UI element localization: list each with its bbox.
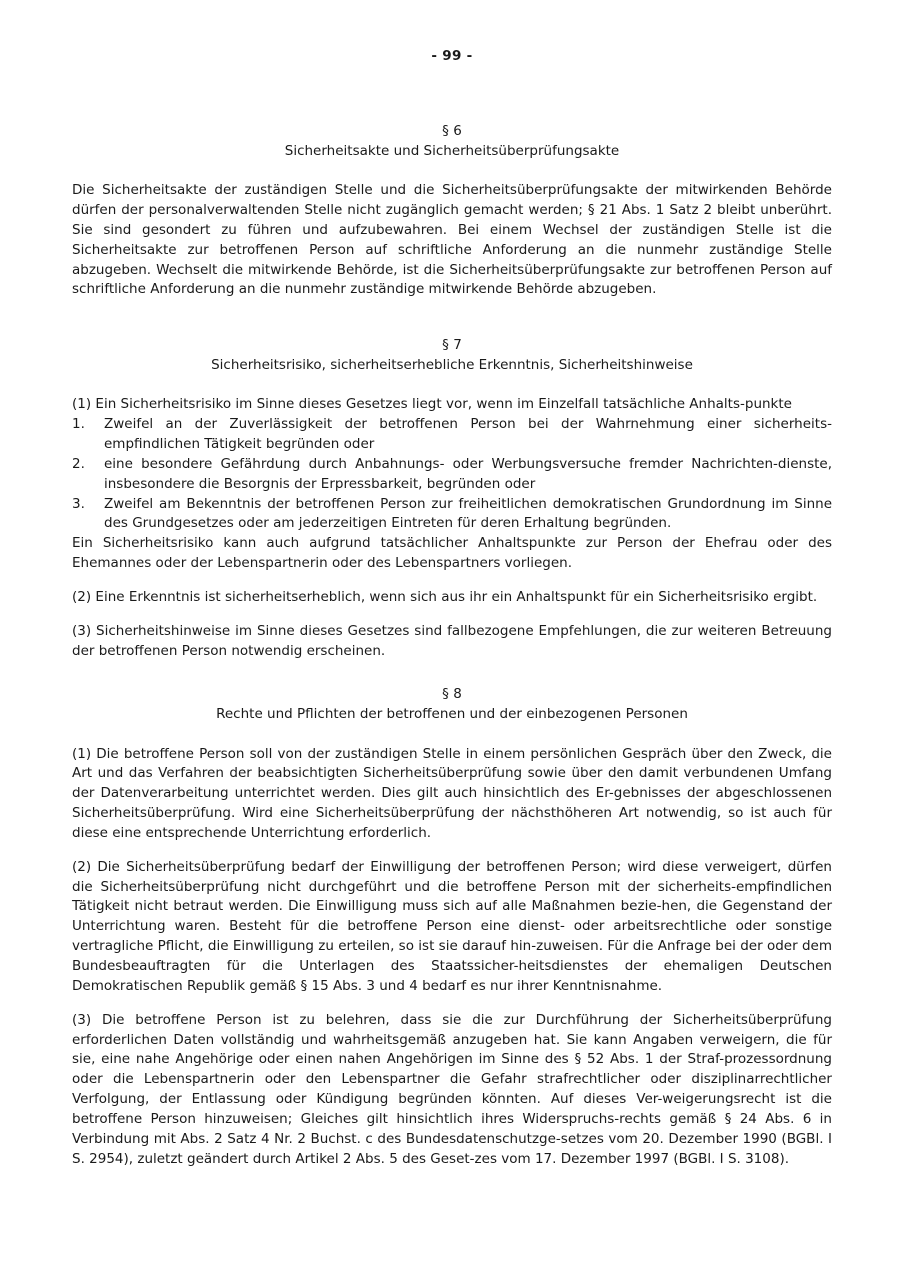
paragraph: (2) Eine Erkenntnis ist sicherheitserheblich, wenn sich aus ihr ein Anhaltspunkt für ein Sicherheitsrisiko ergibt. [72, 588, 818, 605]
section-paragraph-7 [72, 336, 832, 661]
list-item-marker: 1. [72, 416, 85, 433]
section-number: § 7 [442, 337, 462, 354]
section-title: Rechte und Pflichten der betroffenen und der einbezogenen Personen [216, 706, 688, 722]
paragraph: Die Sicherheitsakte der zuständigen Stelle und die Sicherheitsüberprüfungsakte der mitwirkenden Behörde dürfen der personalverwaltenden Stelle nicht zugänglich gemacht werden; § 21 Abs. 1 Satz 2 bleibt unberührt. Sie sind gesondert zu führen und aufzubewahren. Bei einem Wechsel der zuständigen Stelle ist die Sicherheitsakte zur betroffenen Person auf schriftliche Anforderung an die nunmehr zuständige Stelle abzugeben. Wechselt die mitwirkende Behörde, ist die Sicherheitsüberprüfungsakte zur betroffenen Person auf schriftliche Anforderung an die nunmehr zuständige mitwirkende Behörde abzugeben. [72, 182, 832, 298]
section-title: Sicherheitsakte und Sicherheitsüberprüfungsakte [284, 142, 620, 159]
list-item [72, 415, 832, 455]
list-item-text: Zweifel am Bekenntnis der betroffenen Person zur freiheitlichen demokratischen Grundordnung im Sinne des Grundgesetzes oder am jederzeitigen Eintreten für deren Erhaltung begründen. [104, 495, 832, 532]
paragraph-intro: (1) Ein Sicherheitsrisiko im Sinne dieses Gesetzes liegt vor, wenn im Einzelfall tatsächliche Anhalts-punkte [72, 396, 792, 413]
section-gap [72, 675, 832, 685]
section-paragraph-6 [72, 122, 832, 300]
paragraph: (3) Sicherheitshinweise im Sinne dieses Gesetzes sind fallbezogene Empfehlungen, die zur weiteren Betreuung der betroffenen Person notwendig erscheinen. [72, 622, 832, 659]
list-item-text: Zweifel an der Zuverlässigkeit der betroffenen Person bei der Wahrnehmung einer sicherheits-empfindlichen Tätigkeit begründen oder [104, 416, 832, 452]
section-paragraph-8 [72, 685, 832, 1169]
paragraph-after-list: Ein Sicherheitsrisiko kann auch aufgrund tatsächlicher Anhaltspunkte zur Person der Ehefrau oder des Ehemannes oder der Lebenspartnerin oder des Lebenspartners vorliegen. [72, 535, 832, 572]
paragraph: (2) Die Sicherheitsüberprüfung bedarf der Einwilligung der betroffenen Person; wird diese verweigert, dürfen die Sicherheitsüberprüfung nicht durchgeführt und die betroffene Person mit der sicherheits-empfindlichen Tätigkeit nicht betraut werden. Die Einwilligung muss sich auf alle Maßnahmen bezie-hen, die Gegenstand der Unterrichtung waren. Besteht für die betroffene Person eine dienst- oder arbeitsrechtliche oder sonstige vertragliche Pflicht, die Einwilligung zu erteilen, so ist sie darauf hin-zuweisen. Für die Anfrage bei der oder dem Bundesbeauftragten für die Unterlagen des Staatssicher-heitsdienstes der ehemaligen Deutschen Demokratischen Republik gemäß § 15 Abs. 3 und 4 bedarf es nur ihrer Kenntnisnahme. [72, 858, 832, 994]
section-number: § 8 [442, 686, 462, 703]
section-title: Sicherheitsrisiko, sicherheitserhebliche Erkenntnis, Sicherheitshinweise [211, 356, 693, 373]
section-number: § 6 [442, 123, 462, 139]
paragraph: (3) Die betroffene Person ist zu belehren, dass sie die zur Durchführung der Sicherheitsüberprüfung erforderlichen Daten vollständig und wahrheitsgemäß anzugeben hat. Sie kann Angaben verweigern, die für sie, eine nahe Angehörige oder einen nahen Angehörigen im Sinne des § 52 Abs. 1 der Straf-prozessordnung oder die Lebenspartnerin oder den Lebenspartner die Gefahr strafrechtlicher oder disziplinarrechtlicher Verfolgung, der Entlassung oder Kündigung begründen könnten. Auf dieses Ver-weigerungsrecht ist die betroffene Person hinzuweisen; Gleiches gilt hinsichtlich ihres Widerspruchs-rechts gemäß § 24 Abs. 6 in Verbindung mit Abs. 2 Satz 4 Nr. 2 Buchst. c des Bundesdatenschutzge-setzes vom 20. Dezember 1990 (BGBl. I S. 2954), zuletzt geändert durch Artikel 2 Abs. 5 des Geset-zes vom 17. Dezember 1997 (BGBl. I S. 3108). [72, 1011, 832, 1167]
list-item-marker: 3. [72, 495, 85, 512]
page-number: - 99 - [431, 48, 473, 64]
list-item [72, 455, 832, 495]
section-gap [72, 314, 832, 336]
numbered-list [72, 415, 832, 534]
list-item [72, 495, 832, 535]
list-item-marker: 2. [72, 455, 85, 472]
list-item-text: eine besondere Gefährdung durch Anbahnungs- oder Werbungsversuche fremder Nachrichten-dienste, insbesondere die Besorgnis der Erpressbarkeit, begründen oder [104, 455, 832, 492]
paragraph: (1) Die betroffene Person soll von der zuständigen Stelle in einem persönlichen Gespräch über den Zweck, die Art und das Verfahren der beabsichtigten Sicherheitsüberprüfung sowie über den damit verbundenen Umfang der Datenverarbeitung unterrichtet werden. Dies gilt auch hinsichtlich des Er-gebnisses der abgeschlossenen Sicherheitsüberprüfung. Wird eine Sicherheitsüberprüfung der nächsthöheren Art notwendig, so ist auch für diese eine entsprechende Unterrichtung erforderlich. [72, 745, 832, 841]
